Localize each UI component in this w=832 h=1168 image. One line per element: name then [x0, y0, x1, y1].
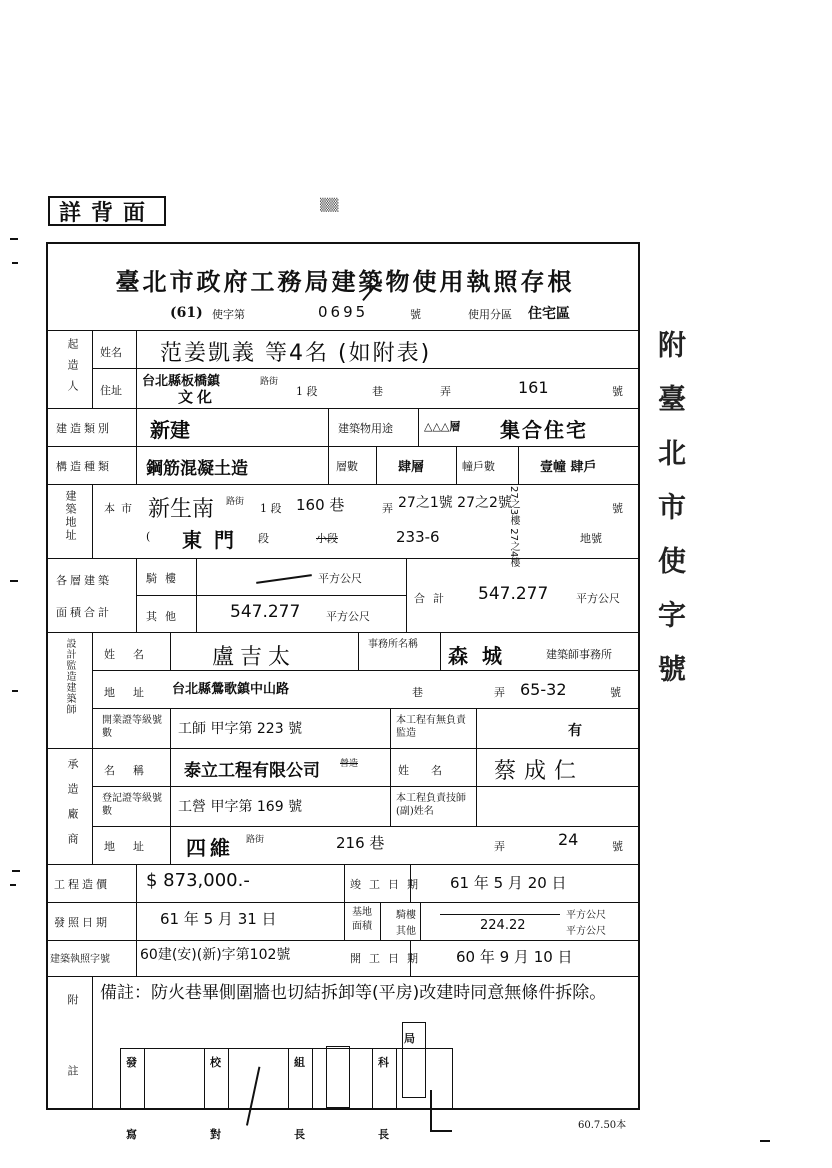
architect-number: 65-32: [520, 680, 567, 699]
sign-label-2: 組: [294, 1056, 305, 1069]
units-label: 幢戶數: [462, 460, 495, 473]
floors-label: 層數: [336, 460, 358, 473]
site-lot: 233-6: [396, 528, 440, 546]
side-text: 附臺北市使字號: [654, 330, 687, 708]
architect-supervise-value: 有: [568, 723, 582, 739]
use-zone-label: 使用分區: [468, 308, 512, 321]
applicant-addr-value2: 文化: [178, 388, 217, 406]
contractor-boss-label: 姓名: [398, 764, 464, 777]
site-district-section: 段: [258, 532, 269, 545]
sign-label-3: 科: [378, 1056, 389, 1069]
contractor-tech-label: 本工程負責技師(副)姓名: [396, 793, 466, 817]
sign-label-bottom-1: 對: [210, 1128, 221, 1141]
construction-type-value: 新建: [150, 418, 190, 442]
use-zone-value: 住宅區: [528, 306, 570, 322]
contractor-boss-value: 蔡成仁: [494, 759, 585, 784]
site-sub-section: 小段: [316, 532, 338, 545]
contractor-name-value: 泰立工程有限公司: [184, 761, 320, 781]
applicant-addr-alley: 弄: [440, 385, 451, 398]
floor-area-label-1: 各層建築: [56, 574, 112, 587]
seal-stamp-1: [326, 1046, 350, 1108]
site-road: 新生南: [148, 497, 215, 522]
contractor-addr-label: 地址: [104, 840, 162, 853]
applicant-addr-label: 住址: [100, 384, 122, 397]
edge-speck: [12, 870, 20, 872]
architect-license-label: 開業證等級號數: [102, 715, 162, 739]
start-value: 60 年 9 月 10 日: [456, 948, 573, 966]
edge-speck: [10, 884, 16, 886]
arcade-label: 騎樓: [146, 572, 184, 585]
edge-speck: [10, 580, 18, 582]
architect-office-label: 事務所名稱: [368, 639, 418, 650]
base-arcade-strike: [440, 914, 560, 915]
site-city: 本市: [104, 502, 138, 515]
architect-addr-value: 台北縣鶯歌鎮中山路: [172, 682, 290, 697]
signature-scribble-2: [430, 1090, 452, 1132]
construction-type-label: 建造類別: [56, 422, 112, 435]
base-arcade-unit: 平方公尺: [566, 910, 606, 921]
applicant-addr-number: 161: [518, 378, 549, 397]
license-no-label: 建築執照字號: [50, 954, 110, 965]
form-title: 臺北市政府工務局建築物使用執照存根: [115, 267, 575, 296]
contractor-label: 承造廠商: [66, 758, 79, 858]
sign-label-1: 校: [210, 1056, 221, 1069]
top-mark: ▒▒: [320, 198, 339, 212]
contractor-reg-value: 工營 甲字第 169 號: [178, 799, 303, 815]
applicant-addr-value: 台北縣板橋鎮: [142, 374, 221, 389]
start-label: 開工日期: [350, 952, 426, 965]
contractor-reg-label: 登記證等級號數: [102, 793, 162, 817]
architect-addr-label: 地址: [104, 686, 162, 699]
total-value: 547.277: [478, 584, 549, 604]
architect-office-suffix: 建築師事務所: [546, 648, 612, 661]
site-number: 27之1號 27之2號: [398, 495, 512, 511]
base-other-label: 其他: [396, 926, 416, 937]
building-use-value: 集合住宅: [500, 418, 588, 442]
sign-label-bottom-2: 長: [294, 1128, 305, 1141]
floors-value: 肆層: [398, 460, 425, 475]
architect-name-label: 姓名: [104, 648, 162, 661]
structure-label: 構造種類: [56, 460, 112, 473]
license-no-value: 60建(安)(新)字第102號: [140, 947, 291, 963]
architect-supervise-label: 本工程有無負責監造: [396, 715, 466, 739]
permit-year: (61): [170, 305, 203, 321]
site-hao: 號: [612, 502, 623, 515]
applicant-name-label: 姓名: [100, 346, 122, 359]
permit-prefix: 使字第: [212, 308, 245, 321]
site-road-type: 路街: [226, 497, 245, 507]
cost-value: $ 873,000.-: [146, 870, 250, 891]
cost-label: 工程造價: [54, 878, 110, 891]
site-alley-label: 弄: [382, 502, 393, 515]
site-number-extra: 27之3樓 27之4樓: [508, 486, 519, 568]
base-other-value: 224.22: [480, 918, 526, 933]
architect-lane-label: 巷: [412, 686, 423, 699]
architect-name-value: 盧吉太: [212, 645, 297, 670]
site-lot-suffix: 地號: [580, 532, 602, 545]
contractor-addr-number: 24: [558, 830, 579, 849]
total-unit: 平方公尺: [576, 592, 620, 605]
issue-value: 61 年 5 月 31 日: [160, 910, 277, 928]
building-use-prefix: △△△層: [424, 420, 461, 433]
contractor-addr-lane: 216 巷: [336, 834, 385, 852]
architect-hao: 號: [610, 686, 621, 699]
applicant-addr-road: 路街: [260, 377, 279, 387]
contractor-addr-alley: 弄: [494, 840, 505, 853]
arcade-unit: 平方公尺: [318, 572, 362, 585]
applicant-addr-hao: 號: [612, 385, 623, 398]
issue-label: 發照日期: [54, 916, 110, 929]
architect-office-value: 森城: [448, 644, 516, 668]
applicant-addr-lane: 巷: [372, 385, 383, 398]
applicant-addr-section: 1 段: [296, 385, 318, 398]
site-lane: 160 巷: [296, 496, 345, 514]
architect-alley-label: 弄: [494, 686, 505, 699]
permit-number: 0695: [318, 303, 369, 321]
edge-speck: [10, 238, 18, 240]
completion-label: 竣工日期: [350, 878, 426, 891]
base-other-unit: 平方公尺: [566, 926, 606, 937]
other-unit: 平方公尺: [326, 610, 370, 623]
sign-label-0: 發: [126, 1056, 137, 1069]
contractor-addr-road-type: 路街: [246, 835, 265, 845]
sign-label-bottom-0: 寫: [126, 1128, 137, 1141]
site-label: 建築地址: [64, 490, 77, 542]
floor-area-label-2: 面積合計: [56, 606, 112, 619]
structure-value: 鋼筋混凝土造: [146, 459, 248, 479]
footer-code: 60.7.50本: [578, 1120, 627, 1131]
other-label: 其他: [146, 610, 184, 623]
base-arcade-label: 騎樓: [396, 910, 416, 921]
sign-label-4: 局: [404, 1032, 415, 1045]
other-value: 547.277: [230, 602, 301, 622]
architect-label: 設計監造建築師: [64, 638, 75, 715]
total-label: 合計: [414, 592, 452, 605]
remarks-value: 備註：防火巷畢側圍牆也切結拆卸等(平房)改建時同意無條件拆除。: [100, 983, 607, 1003]
applicant-name-value: 范姜凱義 等4名 (如附表): [160, 341, 432, 366]
contractor-name-suffix: 營造: [340, 759, 359, 769]
permit-suffix: 號: [410, 308, 421, 321]
edge-speck: [12, 690, 18, 692]
remarks-label: 附註: [66, 994, 79, 1136]
site-district: 東門: [182, 528, 246, 552]
site-paren: (: [146, 530, 151, 543]
completion-value: 61 年 5 月 20 日: [450, 874, 567, 892]
contractor-addr-value: 四維: [186, 836, 234, 860]
seal-stamp-2: [402, 1022, 426, 1098]
contractor-name-label: 名稱: [104, 764, 162, 777]
building-use-label: 建築物用途: [338, 422, 393, 435]
contractor-addr-hao: 號: [612, 840, 623, 853]
applicant-section-label: 起造人: [66, 338, 79, 401]
site-section: 1 段: [260, 502, 282, 515]
architect-license-value: 工師 甲字第 223 號: [178, 721, 303, 737]
edge-speck: [12, 262, 18, 264]
units-value: 壹幢 肆戶: [540, 460, 597, 475]
header-tag: 詳背面: [48, 196, 166, 226]
sign-label-bottom-3: 長: [378, 1128, 389, 1141]
edge-speck: [760, 1140, 770, 1142]
base-area-label: 基地面積: [352, 907, 372, 932]
